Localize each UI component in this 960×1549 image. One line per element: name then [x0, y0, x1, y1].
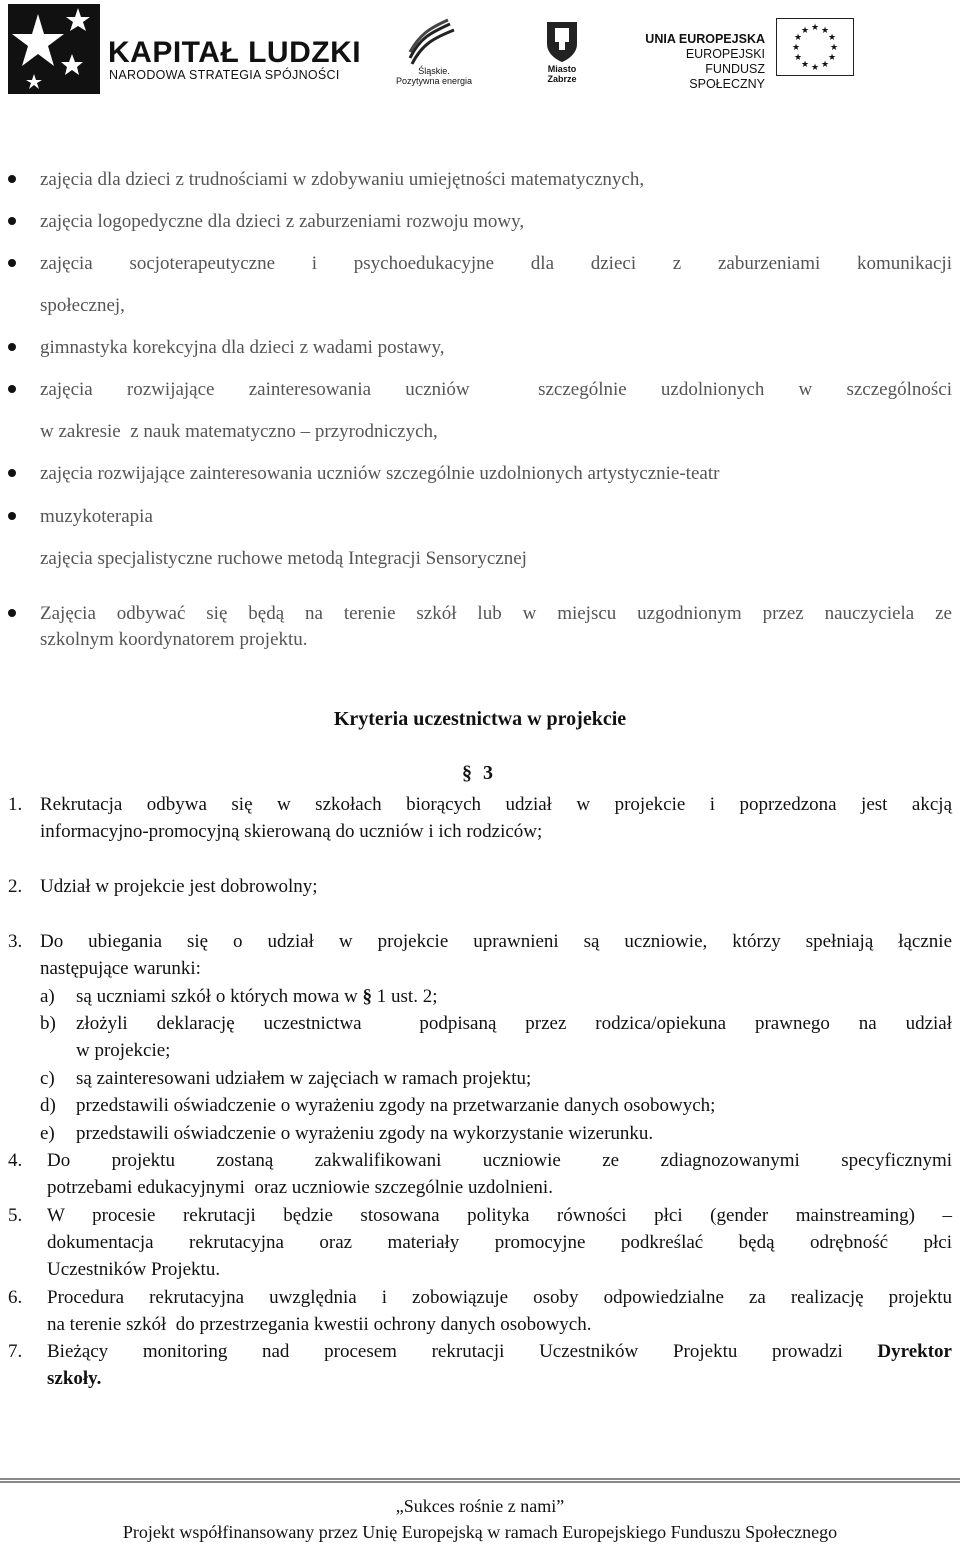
sub-item-letter: b)	[40, 1013, 56, 1034]
list-item-bold-text: Dyrektor	[877, 1341, 952, 1362]
bullet-dot	[8, 512, 16, 520]
list-item-continuation: potrzebami edukacyjnymi oraz uczniowie szczególnie uzdolnieni.	[47, 1177, 553, 1198]
sub-item-text: 1 ust. 2;	[376, 986, 438, 1007]
list-item: gimnastyka korekcyjna dla dzieci z wadami postawy,	[40, 337, 445, 358]
slaskie-logo-text	[392, 66, 476, 86]
sub-item: są zainteresowani udziałem w zajęciach w ramach projektu;	[76, 1068, 532, 1089]
list-item-continuation: następujące warunki:	[40, 958, 201, 979]
sub-item	[76, 983, 952, 1010]
item-number: 5.	[8, 1205, 23, 1226]
svg-text:★: ★	[827, 53, 837, 63]
ue-line2: EUROPEJSKI	[685, 47, 765, 61]
kapital-ludzki-subtitle: NARODOWA STRATEGIA SPÓJNOŚCI	[109, 68, 340, 82]
list-item-continuation: na terenie szkół do przestrzegania kwestii ochrony danych osobowych.	[47, 1314, 592, 1335]
kapital-ludzki-logo-icon	[8, 4, 100, 94]
list-item: Rekrutacja odbywa się w szkołach biorących udział w projekcie i poprzedzona jest akcją	[40, 794, 952, 815]
list-item-continuation	[47, 1365, 952, 1392]
sub-item-letter: c)	[40, 1068, 55, 1089]
svg-text:★: ★	[829, 43, 839, 53]
item-number: 2.	[8, 876, 23, 897]
item-number: 6.	[8, 1287, 23, 1308]
list-item-continuation: zajęcia specjalistyczne ruchowe metodą Integracji Sensorycznej	[40, 548, 527, 569]
list-item-continuation: Uczestników Projektu.	[47, 1259, 221, 1280]
zabrze-line2: Zabrze	[547, 74, 577, 84]
item-number: 4.	[8, 1150, 23, 1171]
list-item: W procesie rekrutacji będzie stosowana polityka równości płci (gender mainstreaming) –	[47, 1205, 952, 1226]
item-number: 1.	[8, 794, 23, 815]
bullet-dot	[8, 609, 16, 617]
svg-text:★: ★	[827, 33, 837, 43]
sub-item-letter: e)	[40, 1123, 55, 1144]
list-item: zajęcia dla dzieci z trudnościami w zdobywaniu umiejętności matematycznych,	[40, 169, 645, 190]
list-item-continuation: szkolnym koordynatorem projektu.	[40, 629, 308, 650]
svg-text:★: ★	[800, 60, 810, 70]
page-header	[0, 0, 960, 100]
list-item: Procedura rekrutacyjna uwzględnia i zobowiązuje osoby odpowiedzialne za realizację projektu	[47, 1287, 952, 1308]
list-item: zajęcia logopedyczne dla dzieci z zaburzeniami rozwoju mowy,	[40, 211, 525, 232]
bullet-dot	[8, 217, 16, 225]
svg-text:★: ★	[810, 23, 820, 33]
slaskie-line2: Pozytywna energia	[395, 76, 473, 86]
list-item-continuation: społecznej,	[40, 295, 125, 316]
slaskie-line1: Śląskie.	[418, 66, 450, 76]
sub-item-letter: a)	[40, 986, 55, 1007]
item-number: 7.	[8, 1341, 23, 1362]
sub-item-letter: d)	[40, 1095, 56, 1116]
list-item: muzykoterapia	[40, 506, 153, 527]
sub-item: przedstawili oświadczenie o wyrażeniu zgody na przetwarzanie danych osobowych;	[76, 1095, 716, 1116]
paragraph-sign: §	[362, 986, 373, 1007]
svg-text:★: ★	[793, 33, 803, 43]
svg-text:★: ★	[810, 63, 820, 73]
list-item-continuation: w zakresie z nauk matematyczno – przyrodniczych,	[40, 421, 438, 442]
bullet-dot	[8, 175, 16, 183]
zabrze-line1: Miasto	[547, 64, 577, 74]
list-item-continuation: dokumentacja rekrutacyjna oraz materiały promocyjne podkreślać będą odrębność płci	[47, 1232, 952, 1253]
list-item: Do ubiegania się o udział w projekcie uprawnieni są uczniowie, którzy spełniają łącznie	[40, 931, 952, 952]
svg-text:★: ★	[800, 26, 810, 36]
list-item: Zajęcia odbywać się będą na terenie szkół lub w miejscu uzgodnionym przez nauczyciela ze	[40, 603, 952, 624]
eu-flag-icon	[776, 18, 854, 76]
footer-slogan: „Sukces rośnie z nami”	[395, 1496, 565, 1516]
slaskie-logo-icon	[400, 18, 456, 66]
zabrze-coat-of-arms-icon	[545, 18, 579, 62]
ue-logo-text	[640, 32, 765, 92]
svg-text:★: ★	[793, 53, 803, 63]
paragraph-sign: §	[462, 762, 472, 784]
ue-line3: FUNDUSZ SPOŁECZNY	[689, 62, 765, 91]
sub-item: złożyli deklarację uczestnictwa podpisaną przez rodzica/opiekuna prawnego na udział	[76, 1013, 952, 1034]
list-item	[47, 1338, 952, 1365]
sub-item: przedstawili oświadczenie o wyrażeniu zgody na wykorzystanie wizerunku.	[76, 1123, 654, 1144]
sub-item-continuation: w projekcie;	[76, 1040, 171, 1061]
sub-item-text: są uczniami szkół o których mowa w	[76, 986, 358, 1007]
bullet-dot	[8, 343, 16, 351]
item-number: 3.	[8, 931, 23, 952]
list-item-text: Bieżący monitoring nad procesem rekrutacji Uczestników Projektu prowadzi	[47, 1341, 843, 1362]
list-item: Do projektu zostaną zakwalifikowani uczniowie ze zdiagnozowanymi specyficznymi	[47, 1150, 952, 1171]
bullet-dot	[8, 469, 16, 477]
list-item: zajęcia rozwijające zainteresowania uczniów szczególnie uzdolnionych artystycznie-teatr	[40, 463, 720, 484]
section-heading: Kryteria uczestnictwa w projekcie	[333, 708, 627, 730]
ue-line1: UNIA EUROPEJSKA	[645, 32, 765, 46]
list-item: zajęcia rozwijające zainteresowania uczniów szczególnie uzdolnionych w szczególności	[40, 379, 952, 400]
list-item: Udział w projekcie jest dobrowolny;	[40, 876, 318, 897]
bullet-dot	[8, 385, 16, 393]
list-item-continuation: informacyjno-promocyjną skierowaną do uczniów i ich rodziców;	[40, 821, 543, 842]
svg-text:★: ★	[820, 26, 830, 36]
paragraph-value: 3	[483, 762, 493, 784]
list-item: zajęcia socjoterapeutyczne i psychoedukacyjne dla dzieci z zaburzeniami komunikacji	[40, 253, 952, 274]
footer-divider	[0, 1478, 960, 1483]
list-item-bold-text: szkoły.	[47, 1368, 102, 1389]
footer-note: Projekt współfinansowany przez Unię Europejską w ramach Europejskiego Funduszu Społecznego	[122, 1522, 838, 1542]
svg-text:★: ★	[820, 60, 830, 70]
zabrze-logo-text	[535, 64, 589, 84]
kapital-ludzki-title: KAPITAŁ LUDZKI	[108, 36, 362, 69]
bullet-dot	[8, 259, 16, 267]
svg-text:★: ★	[791, 43, 801, 53]
paragraph-number	[462, 762, 493, 785]
